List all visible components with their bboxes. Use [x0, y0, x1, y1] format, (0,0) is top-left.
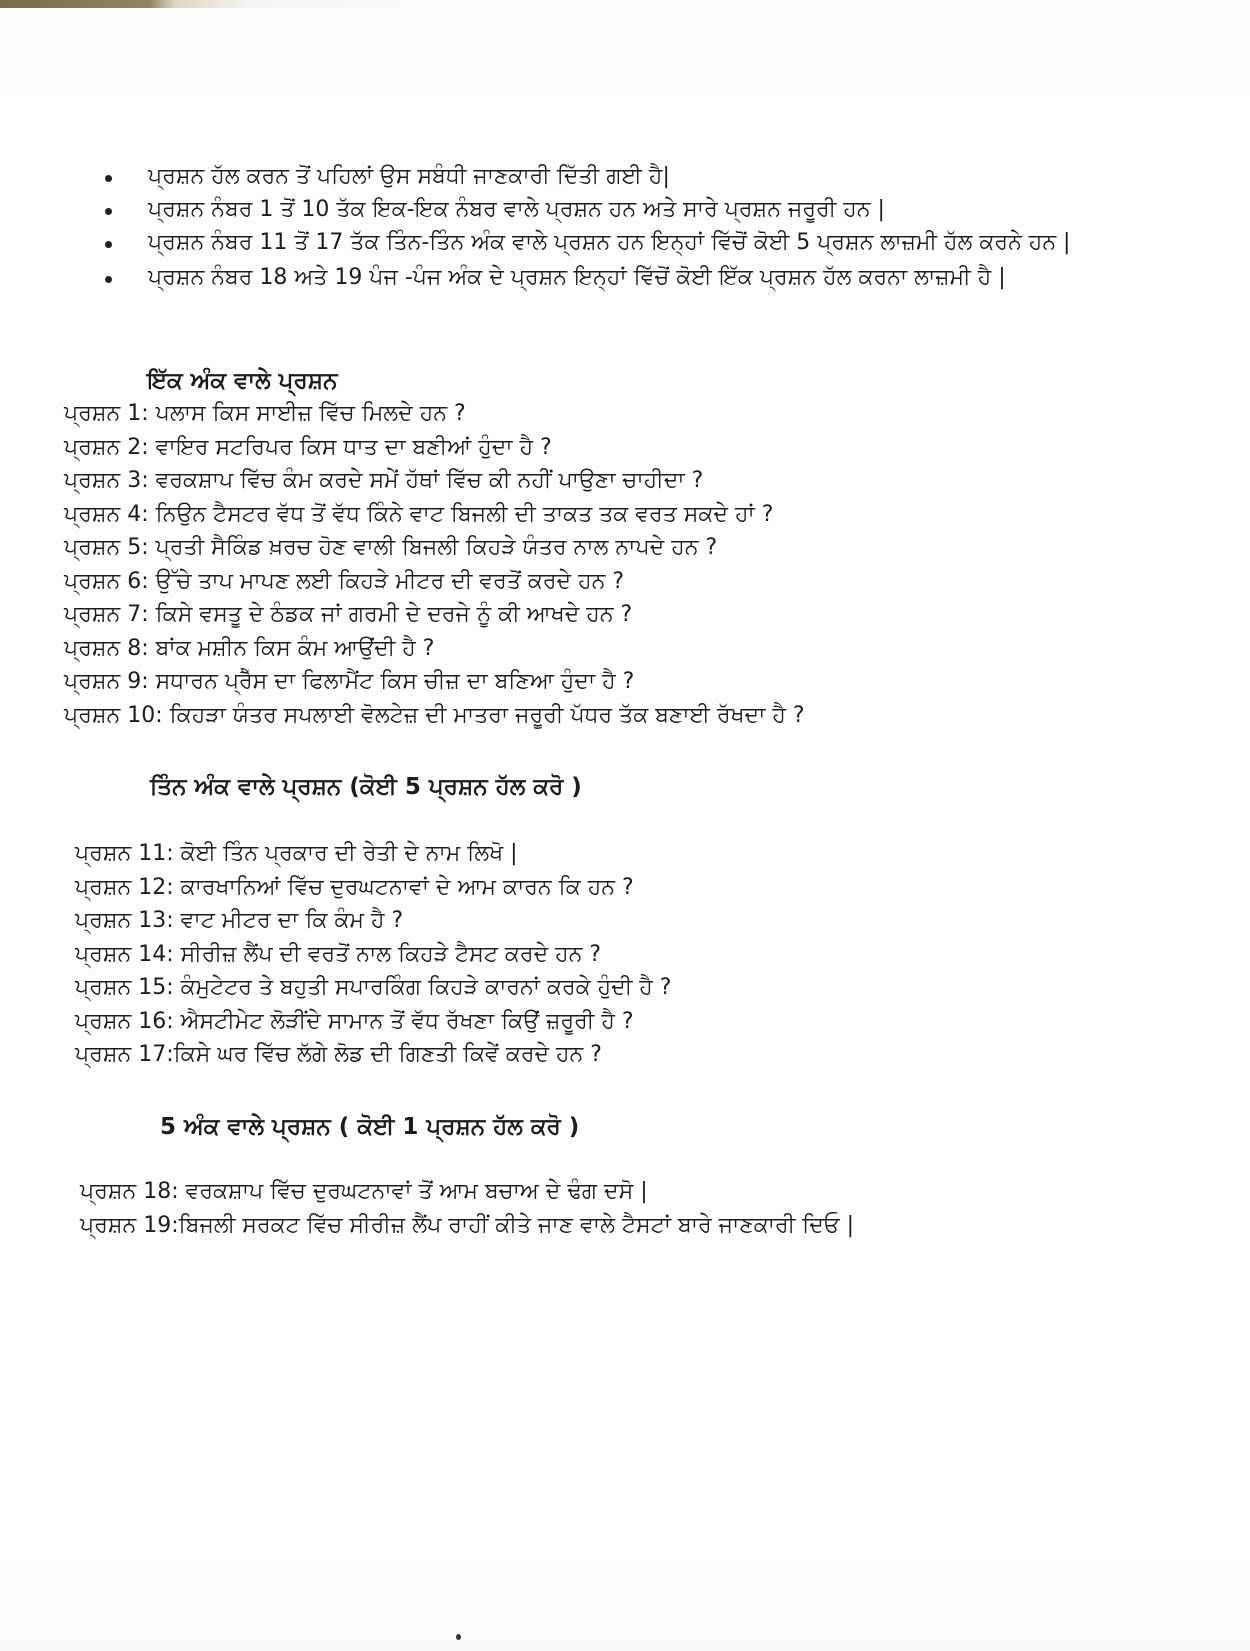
section1-questions: [64, 400, 805, 735]
question-item: ਪ੍ਰਸ਼ਨ 3: ਵਰਕਸ਼ਾਪ ਵਿੱਚ ਕੰਮ ਕਰਦੇ ਸਮੇਂ ਹੱਥਾਂ ਵਿੱਚ ਕੀ ਨਹੀਂ ਪਾਉਣਾ ਚਾਹੀਦਾ ?: [64, 468, 704, 493]
question-item: ਪ੍ਰਸ਼ਨ 18: ਵਰਕਸ਼ਾਪ ਵਿੱਚ ਦੁਰਘਟਨਾਵਾਂ ਤੋਂ ਆਮ ਬਚਾਅ ਦੇ ਢੰਗ ਦਸੋ |: [80, 1179, 648, 1204]
instructions-list: [105, 162, 1125, 296]
question-item: ਪ੍ਰਸ਼ਨ 1: ਪਲਾਸ ਕਿਸ ਸਾਈਜ਼ ਵਿੱਚ ਮਿਲਦੇ ਹਨ ?: [64, 401, 466, 426]
instruction-item: ਪ੍ਰਸ਼ਨ ਹੱਲ ਕਰਨ ਤੋਂ ਪਹਿਲਾਂ ਉਸ ਸਬੰਧੀ ਜਾਣਕਾਰੀ ਦਿੱਤੀ ਗਈ ਹੈ|: [105, 162, 1125, 191]
question-item: ਪ੍ਰਸ਼ਨ 19:ਬਿਜਲੀ ਸਰਕਟ ਵਿੱਚ ਸੀਰੀਜ਼ ਲੈਂਪ ਰਾਹੀਂ ਕੀਤੇ ਜਾਣ ਵਾਲੇ ਟੈਸਟਾਂ ਬਾਰੇ ਜਾਣਕਾਰੀ ਦਿਓ |: [80, 1212, 855, 1238]
question-item: ਪ੍ਰਸ਼ਨ 6: ਉੱਚੇ ਤਾਪ ਮਾਪਣ ਲਈ ਕਿਹੜੇ ਮੀਟਰ ਦੀ ਵਰਤੋਂ ਕਰਦੇ ਹਨ ?: [64, 568, 625, 594]
question-item: ਪ੍ਰਸ਼ਨ 12: ਕਾਰਖਾਨਿਆਂ ਵਿੱਚ ਦੁਰਘਟਨਾਵਾਂ ਦੇ ਆਮ ਕਾਰਨ ਕਿ ਹਨ ?: [75, 874, 634, 900]
page-speck: [456, 1634, 461, 1640]
question-item: ਪ੍ਰਸ਼ਨ 2: ਵਾਇਰ ਸਟਰਿਪਰ ਕਿਸ ਧਾਤ ਦਾ ਬਣੀਆਂ ਹੁੰਦਾ ਹੈ ?: [64, 434, 552, 460]
question-item: ਪ੍ਰਸ਼ਨ 4: ਨਿਉਨ ਟੈਸਟਰ ਵੱਧ ਤੋਂ ਵੱਧ ਕਿੰਨੇ ਵਾਟ ਬਿਜਲੀ ਦੀ ਤਾਕਤ ਤਕ ਵਰਤ ਸਕਦੇ ਹਾਂ ?: [64, 501, 774, 527]
question-item: ਪ੍ਰਸ਼ਨ 11: ਕੋਈ ਤਿੰਨ ਪ੍ਰਕਾਰ ਦੀ ਰੇਤੀ ਦੇ ਨਾਮ ਲਿਖੋ |: [75, 841, 518, 866]
question-item: ਪ੍ਰਸ਼ਨ 16: ਐਸਟੀਮੇਟ ਲੋੜੀਂਦੇ ਸਾਮਾਨ ਤੋਂ ਵੱਧ ਰੱਖਣਾ ਕਿਉਂ ਜ਼ਰੂਰੀ ਹੈ ?: [75, 1008, 634, 1034]
question-item: ਪ੍ਰਸ਼ਨ 10: ਕਿਹੜਾ ਯੰਤਰ ਸਪਲਾਈ ਵੋਲਟੇਜ਼ ਦੀ ਮਾਤਰਾ ਜਰੂਰੀ ਪੱਧਰ ਤੱਕ ਬਣਾਈ ਰੱਖਦਾ ਹੈ ?: [64, 702, 805, 728]
question-item: ਪ੍ਰਸ਼ਨ 13: ਵਾਟ ਮੀਟਰ ਦਾ ਕਿ ਕੰਮ ਹੈ ?: [75, 908, 404, 933]
instruction-item: ਪ੍ਰਸ਼ਨ ਨੰਬਰ 11 ਤੋਂ 17 ਤੱਕ ਤਿੰਨ-ਤਿੰਨ ਅੰਕ ਵਾਲੇ ਪ੍ਰਸ਼ਨ ਹਨ ਇਨ੍ਹਾਂ ਵਿੱਚੋਂ ਕੋਈ 5 ਪ੍ਰਸ਼ਨ ਲਾਜ਼ਮੀ ਹੱਲ ਕਰਨੇ ਹਨ |: [105, 228, 1125, 257]
question-item: ਪ੍ਰਸ਼ਨ 17:ਕਿਸੇ ਘਰ ਵਿੱਚ ਲੱਗੇ ਲੋਡ ਦੀ ਗਿਣਤੀ ਕਿਵੇਂ ਕਰਦੇ ਹਨ ?: [75, 1042, 602, 1067]
question-item: ਪ੍ਰਸ਼ਨ 14: ਸੀਰੀਜ਼ ਲੈਂਪ ਦੀ ਵਰਤੋਂ ਨਾਲ ਕਿਹੜੇ ਟੈਸਟ ਕਰਦੇ ਹਨ ?: [75, 941, 602, 967]
instruction-item: ਪ੍ਰਸ਼ਨ ਨੰਬਰ 1 ਤੋਂ 10 ਤੱਕ ਇਕ-ਇਕ ਨੰਬਰ ਵਾਲੇ ਪ੍ਰਸ਼ਨ ਹਨ ਅਤੇ ਸਾਰੇ ਪ੍ਰਸ਼ਨ ਜਰੂਰੀ ਹਨ |: [105, 195, 1125, 224]
section2-questions: [75, 840, 671, 1075]
paper-top-edge: [0, 0, 1250, 8]
question-item: ਪ੍ਰਸ਼ਨ 5: ਪ੍ਰਤੀ ਸੈਕਿੰਡ ਖ਼ਰਚ ਹੋਣ ਵਾਲੀ ਬਿਜਲੀ ਕਿਹੜੇ ਯੰਤਰ ਨਾਲ ਨਾਪਦੇ ਹਨ ?: [64, 535, 718, 560]
question-item: ਪ੍ਰਸ਼ਨ 9: ਸਧਾਰਨ ਪ੍ਰੈੱਸ ਦਾ ਫਿਲਾਮੈਂਟ ਕਿਸ ਚੀਜ਼ ਦਾ ਬਣਿਆ ਹੁੰਦਾ ਹੈ ?: [64, 669, 635, 694]
question-item: ਪ੍ਰਸ਼ਨ 15: ਕੰਮੁਟੇਟਰ ਤੇ ਬਹੁਤੀ ਸਪਾਰਕਿੰਗ ਕਿਹੜੇ ਕਾਰਨਾਂ ਕਰਕੇ ਹੁੰਦੀ ਹੈ ?: [75, 975, 672, 1000]
section3-heading: 5 ਅੰਕ ਵਾਲੇ ਪ੍ਰਸ਼ਨ ( ਕੋਈ 1 ਪ੍ਰਸ਼ਨ ਹੱਲ ਕਰੋ ): [160, 1114, 580, 1140]
instruction-item: ਪ੍ਰਸ਼ਨ ਨੰਬਰ 18 ਅਤੇ 19 ਪੰਜ -ਪੰਜ ਅੰਕ ਦੇ ਪ੍ਰਸ਼ਨ ਇਨ੍ਹਾਂ ਵਿੱਚੋਂ ਕੋਈ ਇੱਕ ਪ੍ਰਸ਼ਨ ਹੱਲ ਕਰਨਾ ਲਾਜ਼ਮੀ ਹੈ |: [105, 263, 1125, 292]
section1-heading: ਇੱਕ ਅੰਕ ਵਾਲੇ ਪ੍ਰਸ਼ਨ: [147, 368, 338, 394]
section2-heading: ਤਿੰਨ ਅੰਕ ਵਾਲੇ ਪ੍ਰਸ਼ਨ (ਕੋਈ 5 ਪ੍ਰਸ਼ਨ ਹੱਲ ਕਰੋ ): [150, 774, 582, 800]
question-item: ਪ੍ਰਸ਼ਨ 8: ਬਾਂਕ ਮਸ਼ੀਨ ਕਿਸ ਕੰਮ ਆਉਂਦੀ ਹੈ ?: [64, 635, 435, 661]
question-item: ਪ੍ਰਸ਼ਨ 7: ਕਿਸੇ ਵਸਤੂ ਦੇ ਠੰਡਕ ਜਾਂ ਗਰਮੀ ਦੇ ਦਰਜੇ ਨੂੰ ਕੀ ਆਖਦੇ ਹਨ ?: [64, 602, 633, 627]
section3-questions: [80, 1178, 854, 1245]
